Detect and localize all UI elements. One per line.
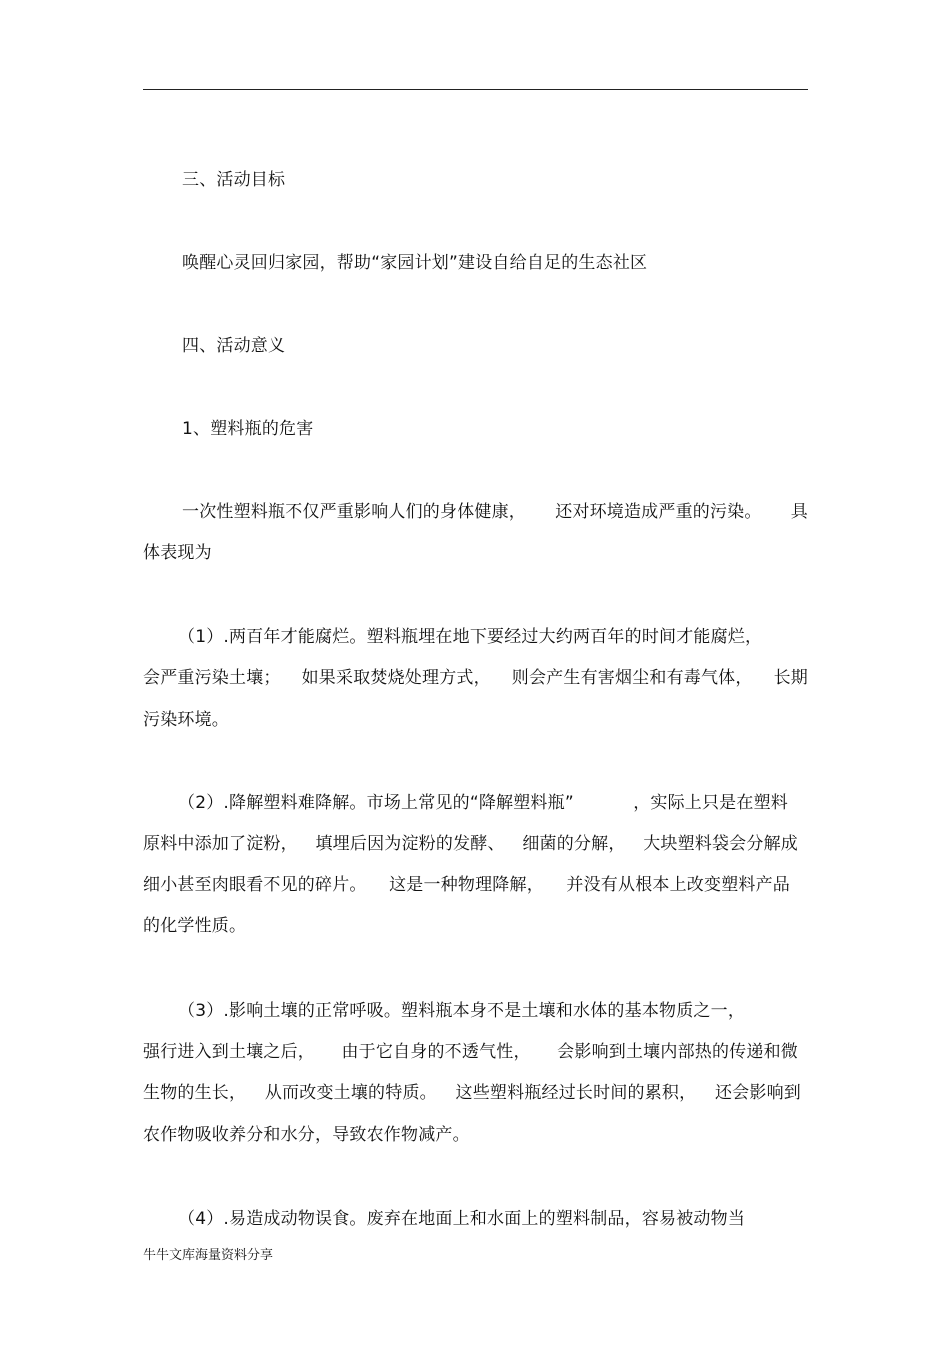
item2-line-1 bbox=[178, 792, 788, 814]
item3-line-2 bbox=[143, 1041, 798, 1063]
item3-line-3 bbox=[143, 1082, 801, 1104]
text-segment: 还对环境造成严重的污染。 bbox=[555, 502, 762, 522]
text-segment: 如果采取焚烧处理方式， bbox=[301, 668, 491, 688]
section-heading-significance: 四、活动意义 bbox=[182, 336, 286, 356]
text-segment: 细小甚至肉眼看不见的碎片。 bbox=[143, 875, 367, 895]
item1-line-2 bbox=[143, 667, 808, 689]
text-segment: 这些塑料瓶经过长时间的累积， bbox=[455, 1083, 697, 1103]
text-segment: 由于它自身的不透气性， bbox=[341, 1042, 531, 1062]
item3-line-1: （3）.影响土壤的正常呼吸。塑料瓶本身不是土壤和水体的基本物质之一， bbox=[178, 1001, 746, 1021]
header-rule bbox=[143, 89, 808, 90]
text-segment: 这是一种物理降解， bbox=[389, 875, 544, 895]
text-segment: 并没有从根本上改变塑料产品 bbox=[566, 875, 790, 895]
text-segment: 则会产生有害烟尘和有毒气体， bbox=[511, 668, 753, 688]
item4-line-1: （4）.易造成动物误食。废弃在地面上和水面上的塑料制品，容易被动物当 bbox=[178, 1209, 746, 1229]
text-segment: ，实际上只是在塑料 bbox=[633, 793, 788, 813]
text-segment: 细菌的分解， bbox=[522, 834, 626, 854]
item2-line-4: 的化学性质。 bbox=[143, 916, 247, 936]
intro-line-2: 体表现为 bbox=[143, 543, 212, 563]
text-segment: 具 bbox=[790, 502, 808, 522]
intro-line-1 bbox=[182, 501, 808, 523]
text-segment: 填埋后因为淀粉的发酵、 bbox=[315, 834, 505, 854]
item3-line-4: 农作物吸收养分和水分，导致农作物减产。 bbox=[143, 1125, 470, 1145]
item2-line-3 bbox=[143, 874, 790, 896]
item1-line-1: （1）.两百年才能腐烂。塑料瓶埋在地下要经过大约两百年的时间才能腐烂， bbox=[178, 627, 763, 647]
text-segment: 长期 bbox=[773, 668, 808, 688]
subsection-heading-plastic-harm: 1、塑料瓶的危害 bbox=[182, 419, 314, 439]
text-segment: （2）.降解塑料难降解。市场上常见的“降解塑料瓶” bbox=[178, 793, 574, 813]
text-segment: 从而改变土壤的特质。 bbox=[264, 1083, 437, 1103]
text-segment: 会严重污染土壤； bbox=[143, 668, 281, 688]
text-segment: 会影响到土壤内部热的传递和微 bbox=[557, 1042, 798, 1062]
text-segment: 大块塑料袋会分解成 bbox=[643, 834, 798, 854]
text-segment: 强行进入到土壤之后， bbox=[143, 1042, 315, 1062]
section-heading-goals: 三、活动目标 bbox=[182, 170, 286, 190]
item1-line-3: 污染环境。 bbox=[143, 710, 229, 730]
text-segment: 原料中添加了淀粉， bbox=[143, 834, 298, 854]
text-segment: 还会影响到 bbox=[714, 1083, 801, 1103]
text-segment: 一次性塑料瓶不仅严重影响人们的身体健康， bbox=[182, 502, 526, 522]
goals-body: 唤醒心灵回归家园，帮助“家园计划”建设自给自足的生态社区 bbox=[182, 253, 648, 273]
footer-text: 牛牛文库海量资料分享 bbox=[143, 1248, 274, 1263]
item2-line-2 bbox=[143, 833, 798, 855]
text-segment: 生物的生长， bbox=[143, 1083, 247, 1103]
